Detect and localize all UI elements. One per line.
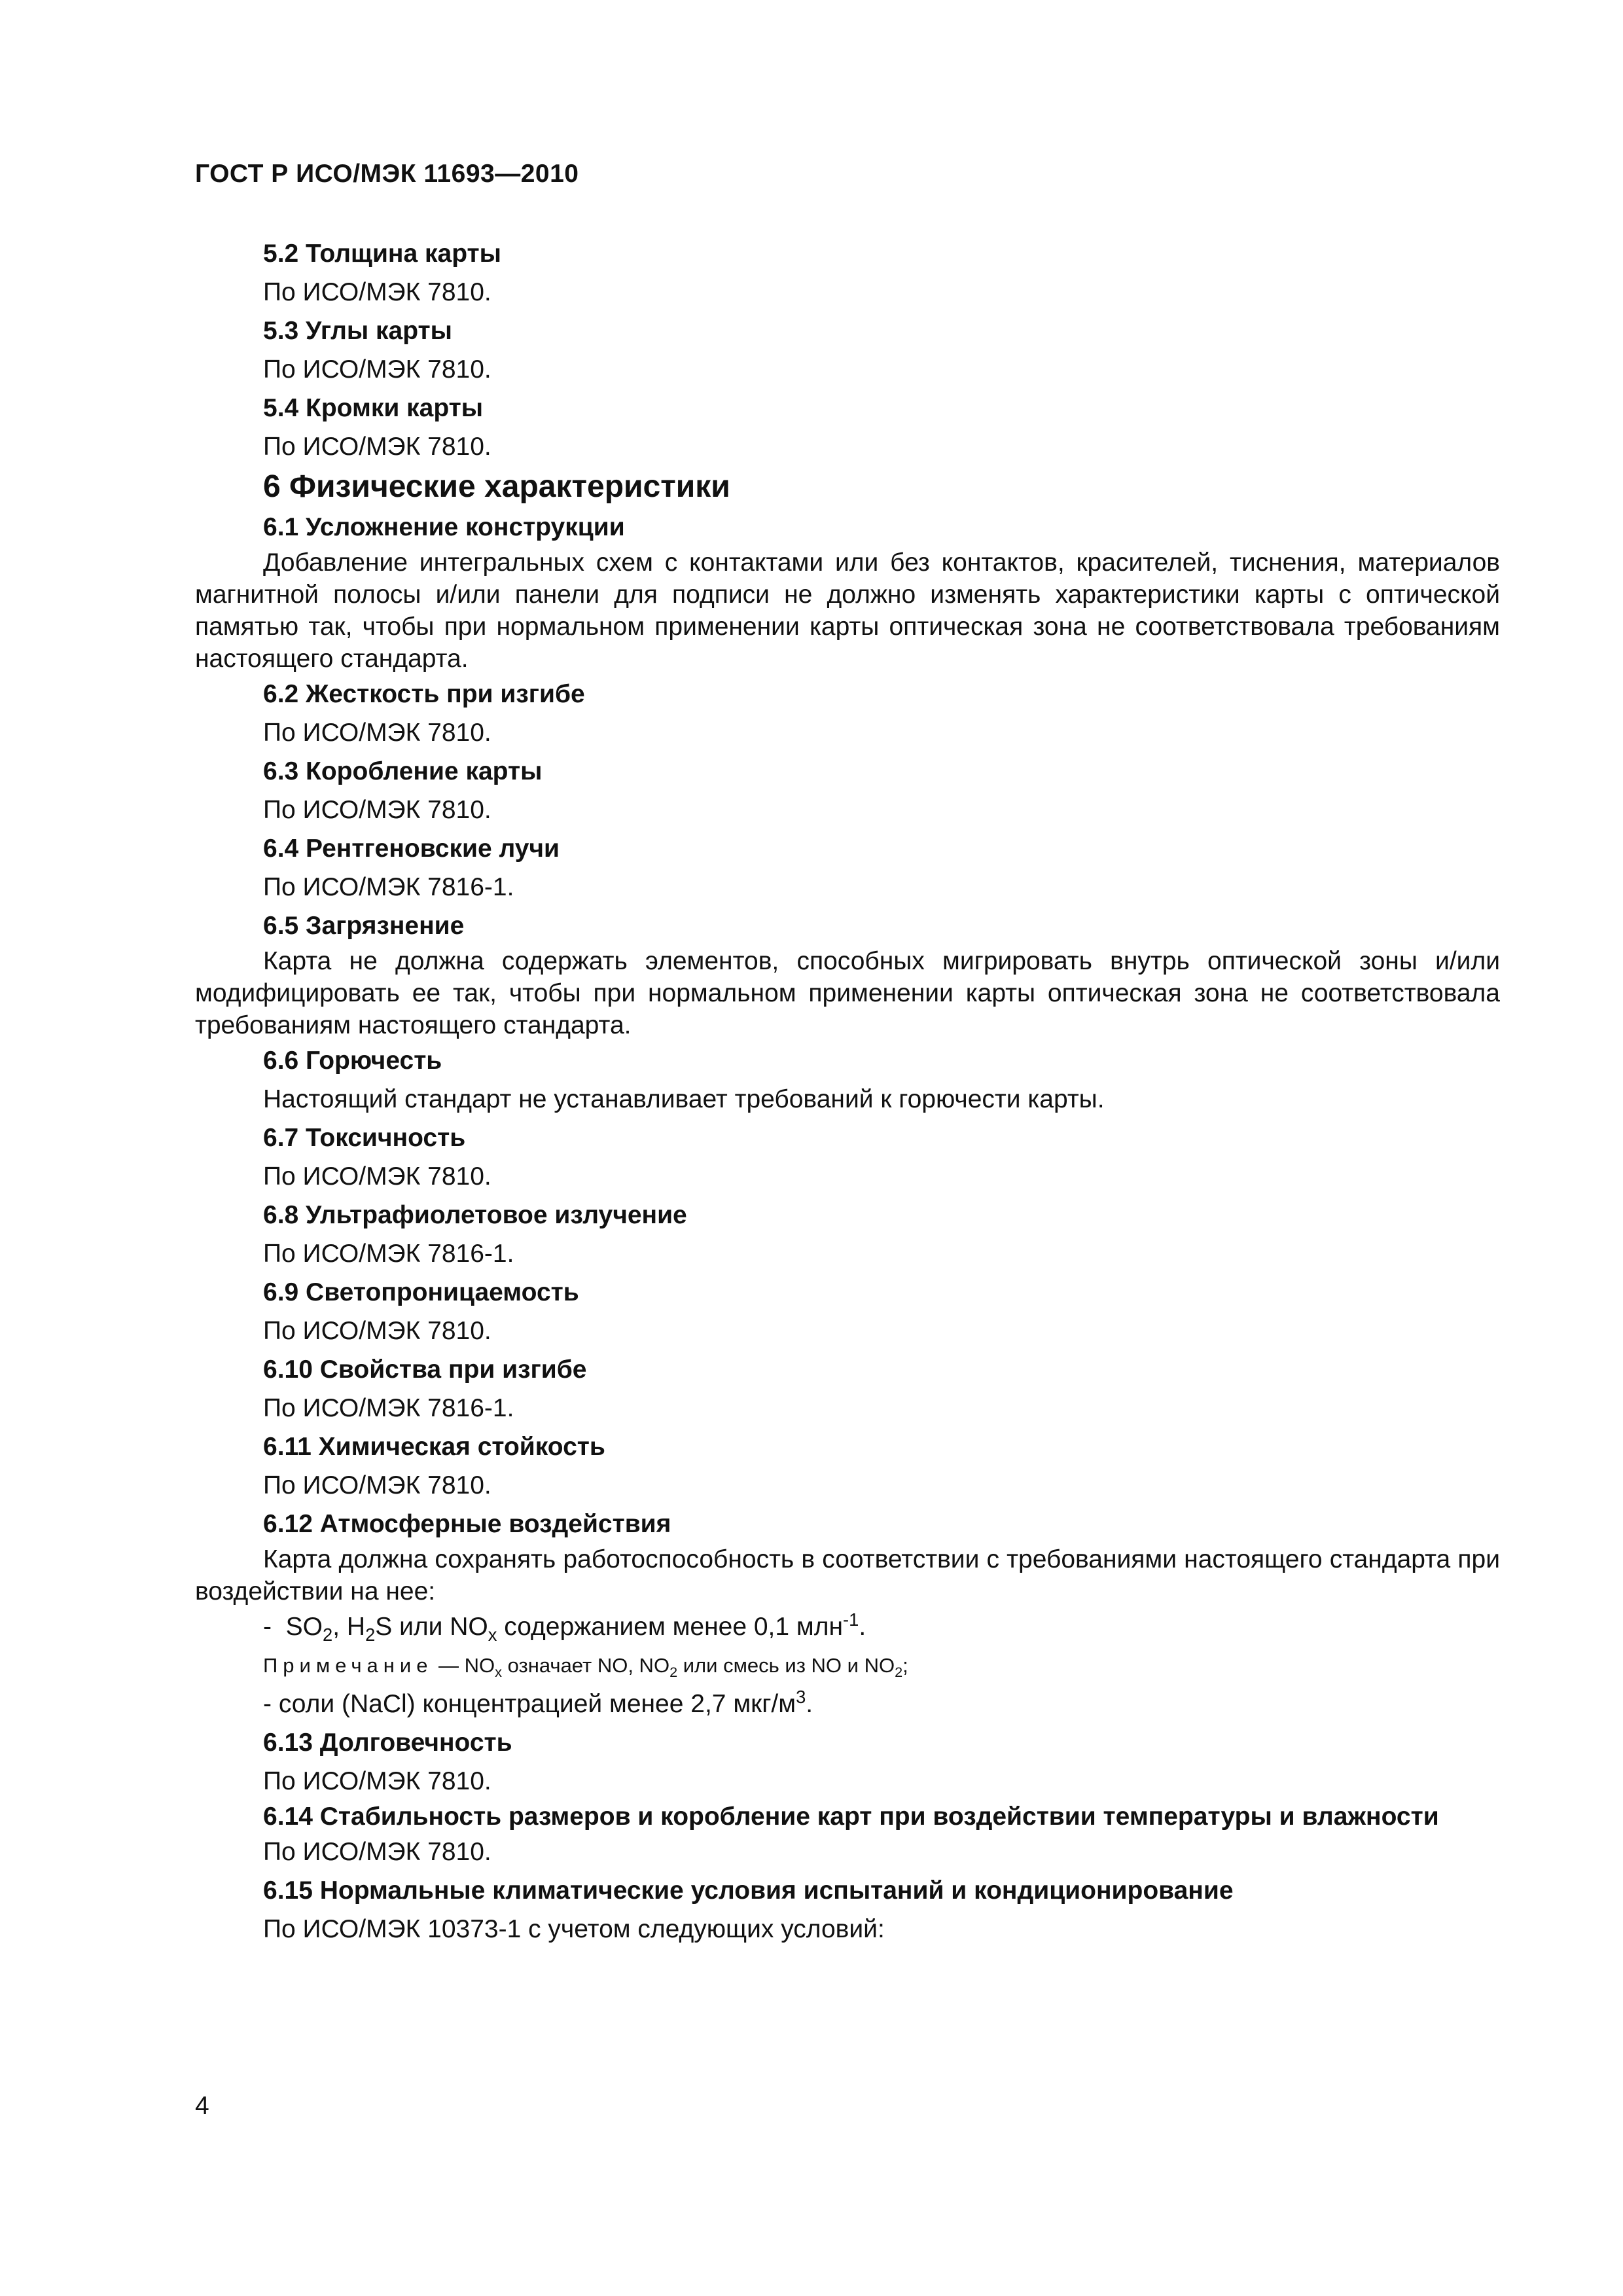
subscript-h: 2	[365, 1624, 376, 1645]
text-6-3: По ИСО/МЭК 7810.	[263, 796, 491, 824]
heading-6-7: 6.7 Токсичность	[263, 1124, 466, 1152]
heading-6-15: 6.15 Нормальные климатические условия испытаний и кондиционирование	[263, 1876, 1234, 1905]
heading-6-6: 6.6 Горючесть	[263, 1047, 442, 1075]
subscript-so: 2	[323, 1624, 333, 1645]
heading-6-8: 6.8 Ультрафиолетовое излучение	[263, 1201, 687, 1229]
note-label: Примечание	[263, 1654, 433, 1677]
heading-6-5: 6.5 Загрязнение	[263, 912, 465, 940]
formula-so: SO	[285, 1613, 323, 1641]
text-6-10: По ИСО/МЭК 7816-1.	[263, 1394, 514, 1422]
section-title-6: 6 Физические характеристики	[263, 469, 730, 504]
page-content	[195, 234, 1500, 1948]
text-6-8: По ИСО/МЭК 7816-1.	[263, 1240, 514, 1268]
text-6-13: По ИСО/МЭК 7810.	[263, 1767, 491, 1795]
heading-5-2: 5.2 Толщина карты	[263, 240, 501, 268]
heading-6-2: 6.2 Жесткость при изгибе	[263, 680, 585, 708]
text-5-4: По ИСО/МЭК 7810.	[263, 433, 491, 461]
heading-6-14: 6.14 Стабильность размеров и коробление карт при воздействии температуры и влажности	[263, 1803, 1439, 1831]
heading-6-11: 6.11 Химическая стойкость	[263, 1433, 605, 1461]
list-item-salt: - соли (NaCl) концентрацией менее 2,7 мкг/$м^3$.	[263, 1687, 813, 1718]
text-6-4: По ИСО/МЭК 7816-1.	[263, 873, 514, 901]
text-6-2: По ИСО/МЭК 7810.	[263, 719, 491, 747]
heading-5-4: 5.4 Кромки карты	[263, 394, 484, 422]
heading-6-1: 6.1 Усложнение конструкции	[263, 513, 625, 541]
document-code: ГОСТ Р ИСО/МЭК 11693—2010	[195, 160, 579, 188]
superscript-cube: 3	[796, 1687, 806, 1707]
heading-6-3: 6.3 Коробление карты	[263, 757, 543, 785]
text-6-12: Карта должна сохранять работоспособность в соответствии с требованиями настоящего стандарта при воздействии на нее:	[195, 1545, 1500, 1605]
text-5-2: По ИСО/МЭК 7810.	[263, 278, 491, 306]
subscript-no: x	[488, 1624, 497, 1645]
text-6-1: Добавление интегральных схем с контактами или без контактов, красителей, тиснения, материалов магнитной полосы и/или панели для подписи не должно изменять характеристики карты с оптической памятью так, чтобы при нормальном применении карты оптическая зона не соответствовала требованиям настоящего стандарта.	[195, 548, 1500, 673]
list-dash: -	[263, 1690, 272, 1718]
text-6-6: Настоящий стандарт не устанавливает требований к горючести карты.	[263, 1085, 1105, 1113]
superscript-unit: -1	[843, 1609, 859, 1630]
formula-s-or-no: S или NO	[375, 1613, 488, 1641]
text-6-5: Карта не должна содержать элементов, способных мигрировать внутрь оптической зоны и/или модифицировать ее так, чтобы при нормальном применении карты оптическая зона не соответствовала требованиям настоящего стандарта.	[195, 947, 1500, 1039]
list-item-gases: - $SO_2$, $H_2S$ или $NO_x$ содержанием менее 0,1 млн$^{-1}$.	[263, 1609, 866, 1645]
heading-6-4: 6.4 Рентгеновские лучи	[263, 834, 560, 863]
note-nox: Примечание — $NO_x$ означает NO, $NO_2$ или смесь из NO и $NO_2$;	[263, 1654, 908, 1681]
heading-6-12: 6.12 Атмосферные воздействия	[263, 1510, 671, 1538]
text-6-7: По ИСО/МЭК 7810.	[263, 1162, 491, 1191]
text-6-15: По ИСО/МЭК 10373-1 с учетом следующих условий:	[263, 1915, 885, 1943]
heading-6-10: 6.10 Свойства при изгибе	[263, 1355, 587, 1384]
page-number: 4	[195, 2092, 209, 2120]
list-dash: -	[263, 1613, 272, 1641]
heading-6-9: 6.9 Светопроницаемость	[263, 1278, 579, 1306]
heading-5-3: 5.3 Углы карты	[263, 317, 452, 345]
text-5-3: По ИСО/МЭК 7810.	[263, 355, 491, 384]
formula-h: H	[346, 1613, 366, 1641]
gases-rest: содержанием менее 0,1 млн	[497, 1613, 844, 1641]
heading-6-13: 6.13 Долговечность	[263, 1729, 512, 1757]
salt-text: соли (NaCl) концентрацией менее 2,7 мкг/м	[272, 1690, 796, 1718]
text-6-11: По ИСО/МЭК 7810.	[263, 1471, 491, 1499]
text-6-9: По ИСО/МЭК 7810.	[263, 1317, 491, 1345]
text-6-14: По ИСО/МЭК 7810.	[263, 1838, 491, 1866]
